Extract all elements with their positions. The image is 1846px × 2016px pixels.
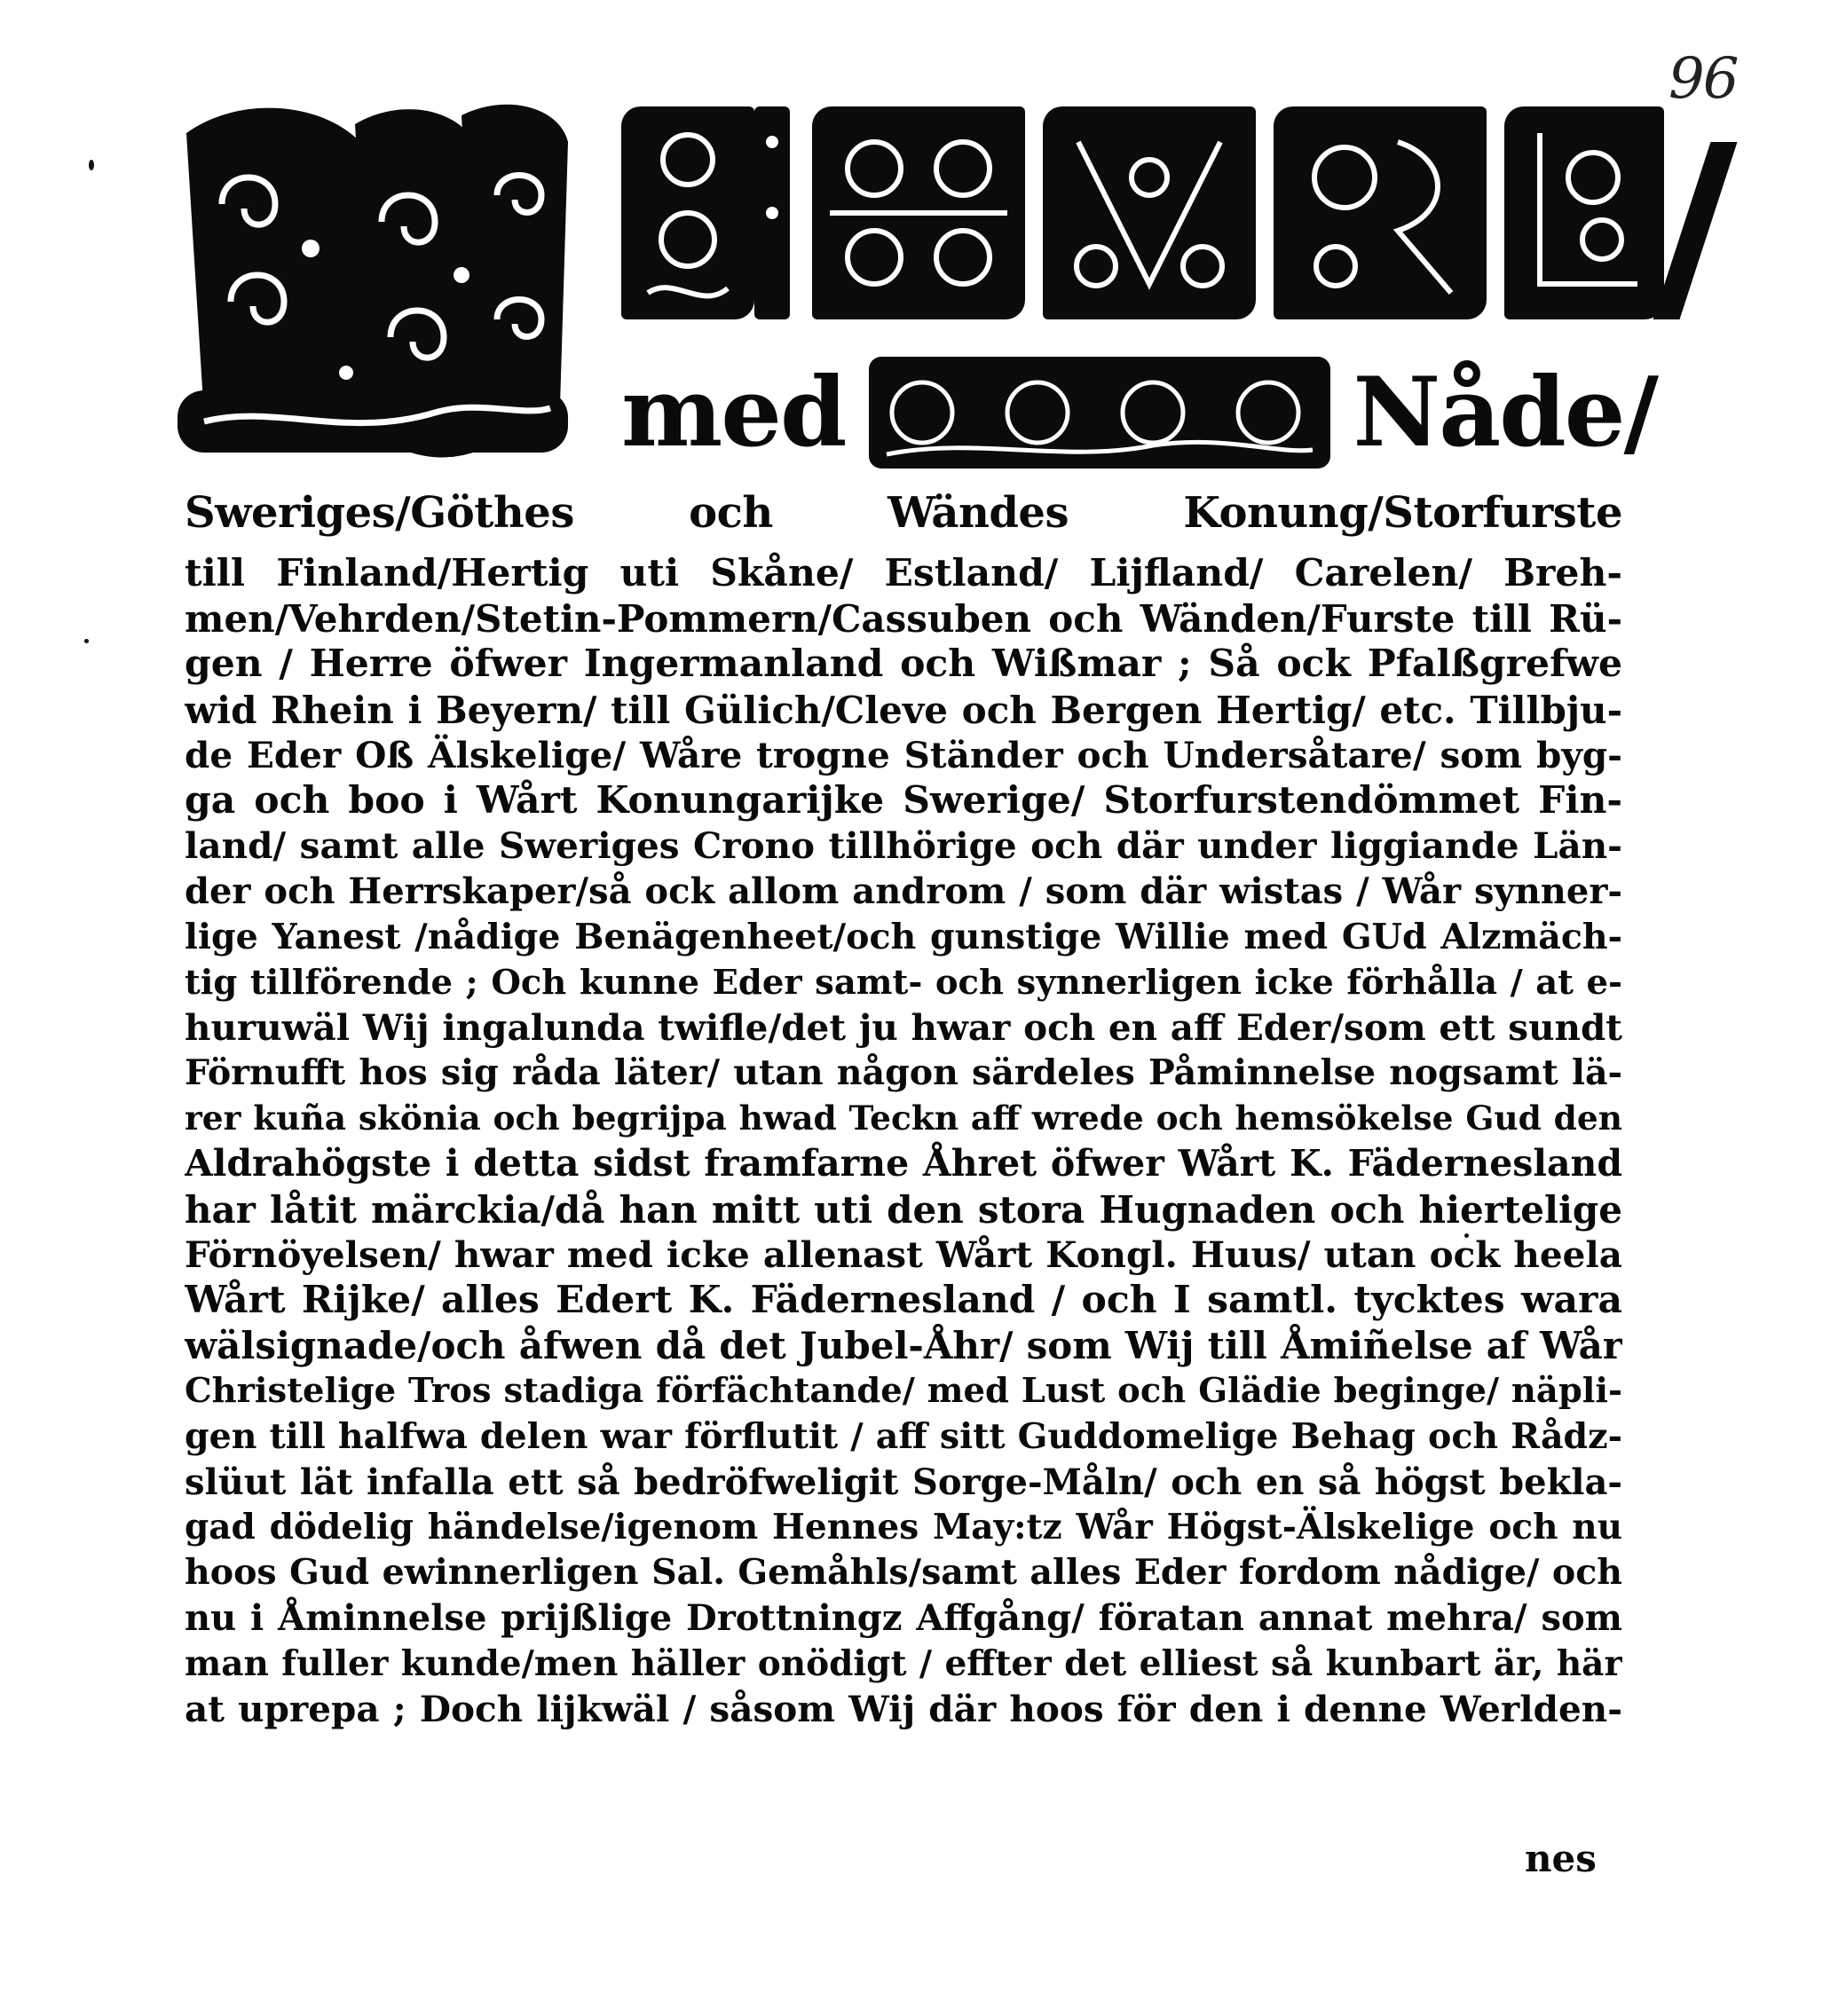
text-line: lige Yanest /nådige Benägenheet/och gunstige Willie med GUd Alzmäch- — [185, 916, 1622, 957]
page-number: 96 — [1668, 46, 1738, 112]
text-line: de Eder Oß Älskelige/ Wåre trogne Ständer och Undersåtare/ som byg- — [185, 733, 1622, 776]
title-word — [621, 106, 1686, 328]
text-line: har låtit märckia/då han mitt uti den stora Hugnaden och hiertelige — [185, 1187, 1622, 1232]
text-line: der och Herrskaper/så ock allom androm / som där wistas / Wår synner- — [185, 870, 1622, 913]
text-line: huruwäl Wij ingalunda twifle/det ju hwar och en aff Eder/som ett sundt — [185, 1005, 1622, 1049]
text-line: hoos Gud ewinnerligen Sal. Gemåhls/samt alles Eder fordom nådige/ och — [185, 1552, 1622, 1594]
title-nade: Nåde/ — [1353, 357, 1657, 469]
body-text — [185, 475, 1622, 1732]
ornate-letter — [812, 106, 1025, 319]
text-line: gad dödelig händelse/igenom Hennes May:tz Wår Högst-Älskelige och nu — [185, 1506, 1622, 1547]
title-med: med — [621, 357, 846, 469]
catchword: nes — [1525, 1837, 1597, 1880]
decorative-title — [169, 98, 1657, 479]
text-line: man fuller kunde/men häller onödigt / effter det elliest så kunbart är, här — [185, 1642, 1622, 1684]
text-line: tig tillförende ; Och kunne Eder samt- och synnerligen icke förhålla / at e- — [185, 962, 1622, 1003]
text-line: Christelige Tros stadiga förfächtande/ med Lust och Glädie beginge/ näpli- — [185, 1371, 1622, 1412]
text-line: till Finland/Hertig uti Skåne/ Estland/ Lijfland/ Carelen/ Breh- — [185, 551, 1622, 595]
text-line: rer kuña skönia och begrijpa hwad Teckn aff wrede och hemsökelse Gud den — [185, 1099, 1622, 1138]
text-line: slüut lät infalla ett så bedröfweligit Sorge-Måln/ och en så högst bekla- — [185, 1461, 1622, 1503]
text-line: gen till halfwa delen war förflutit / aff sitt Guddomelige Behag och Rådz- — [185, 1415, 1622, 1457]
ornate-guds — [869, 357, 1330, 469]
text-line: gen / Herre öfwer Ingermanland och Wißmar ; Så ock Pfalßgrefwe — [185, 642, 1622, 687]
text-line: at uprepa ; Doch lijkwäl / såsom Wij där hoos för den i denne Werlden- — [185, 1687, 1622, 1730]
ink-speck — [89, 160, 94, 170]
text-line: land/ samt alle Sweriges Crono tillhörige och där under liggiande Län- — [185, 824, 1622, 868]
text-line: Wårt Rijke/ alles Edert K. Fädernesland / och I samtl. tycktes wara — [185, 1278, 1622, 1322]
text-line: Aldrahögste i detta sidst framfarne Åhret öfwer Wårt K. Fädernesland — [185, 1142, 1622, 1185]
ornate-letter — [754, 106, 790, 319]
ornate-letter — [621, 106, 754, 319]
text-line: nu i Åminnelse prijßlige Drottningz Affgång/ föratan annat mehra/ som — [185, 1597, 1622, 1640]
text-line: Förnöyelsen/ hwar med icke allenast Wårt Kongl. Huus/ utan ock heela — [185, 1232, 1622, 1276]
text-line: wid Rhein i Beyern/ till Gülich/Cleve och Bergen Hertig/ etc. Tillbju- — [185, 688, 1622, 732]
ornate-letter — [1043, 106, 1256, 319]
ornate-letter — [1504, 106, 1664, 319]
title-second-line — [621, 346, 1775, 479]
text-line: Förnufft hos sig råda läter/ utan någon särdeles Påminnelse nogsamt lä- — [185, 1052, 1622, 1094]
text-line: wälsignade/och åfwen då det Jubel-Åhr/ som Wij till Åmiñelse af Wår — [185, 1324, 1622, 1368]
ornate-letter — [1274, 106, 1487, 319]
ornate-drop-cap — [169, 98, 577, 470]
text-line: Sweriges/Göthes och Wändes Konung/Storfurste — [185, 488, 1622, 538]
text-line: men/Vehrden/Stetin-Pommern/Cassuben och Wänden/Furste till Rü- — [185, 597, 1622, 642]
title-slash — [1653, 142, 1738, 319]
ink-speck — [84, 639, 89, 643]
text-line: ga och boo i Wårt Konungarijke Swerige/ Storfurstendömmet Fin- — [185, 777, 1622, 823]
